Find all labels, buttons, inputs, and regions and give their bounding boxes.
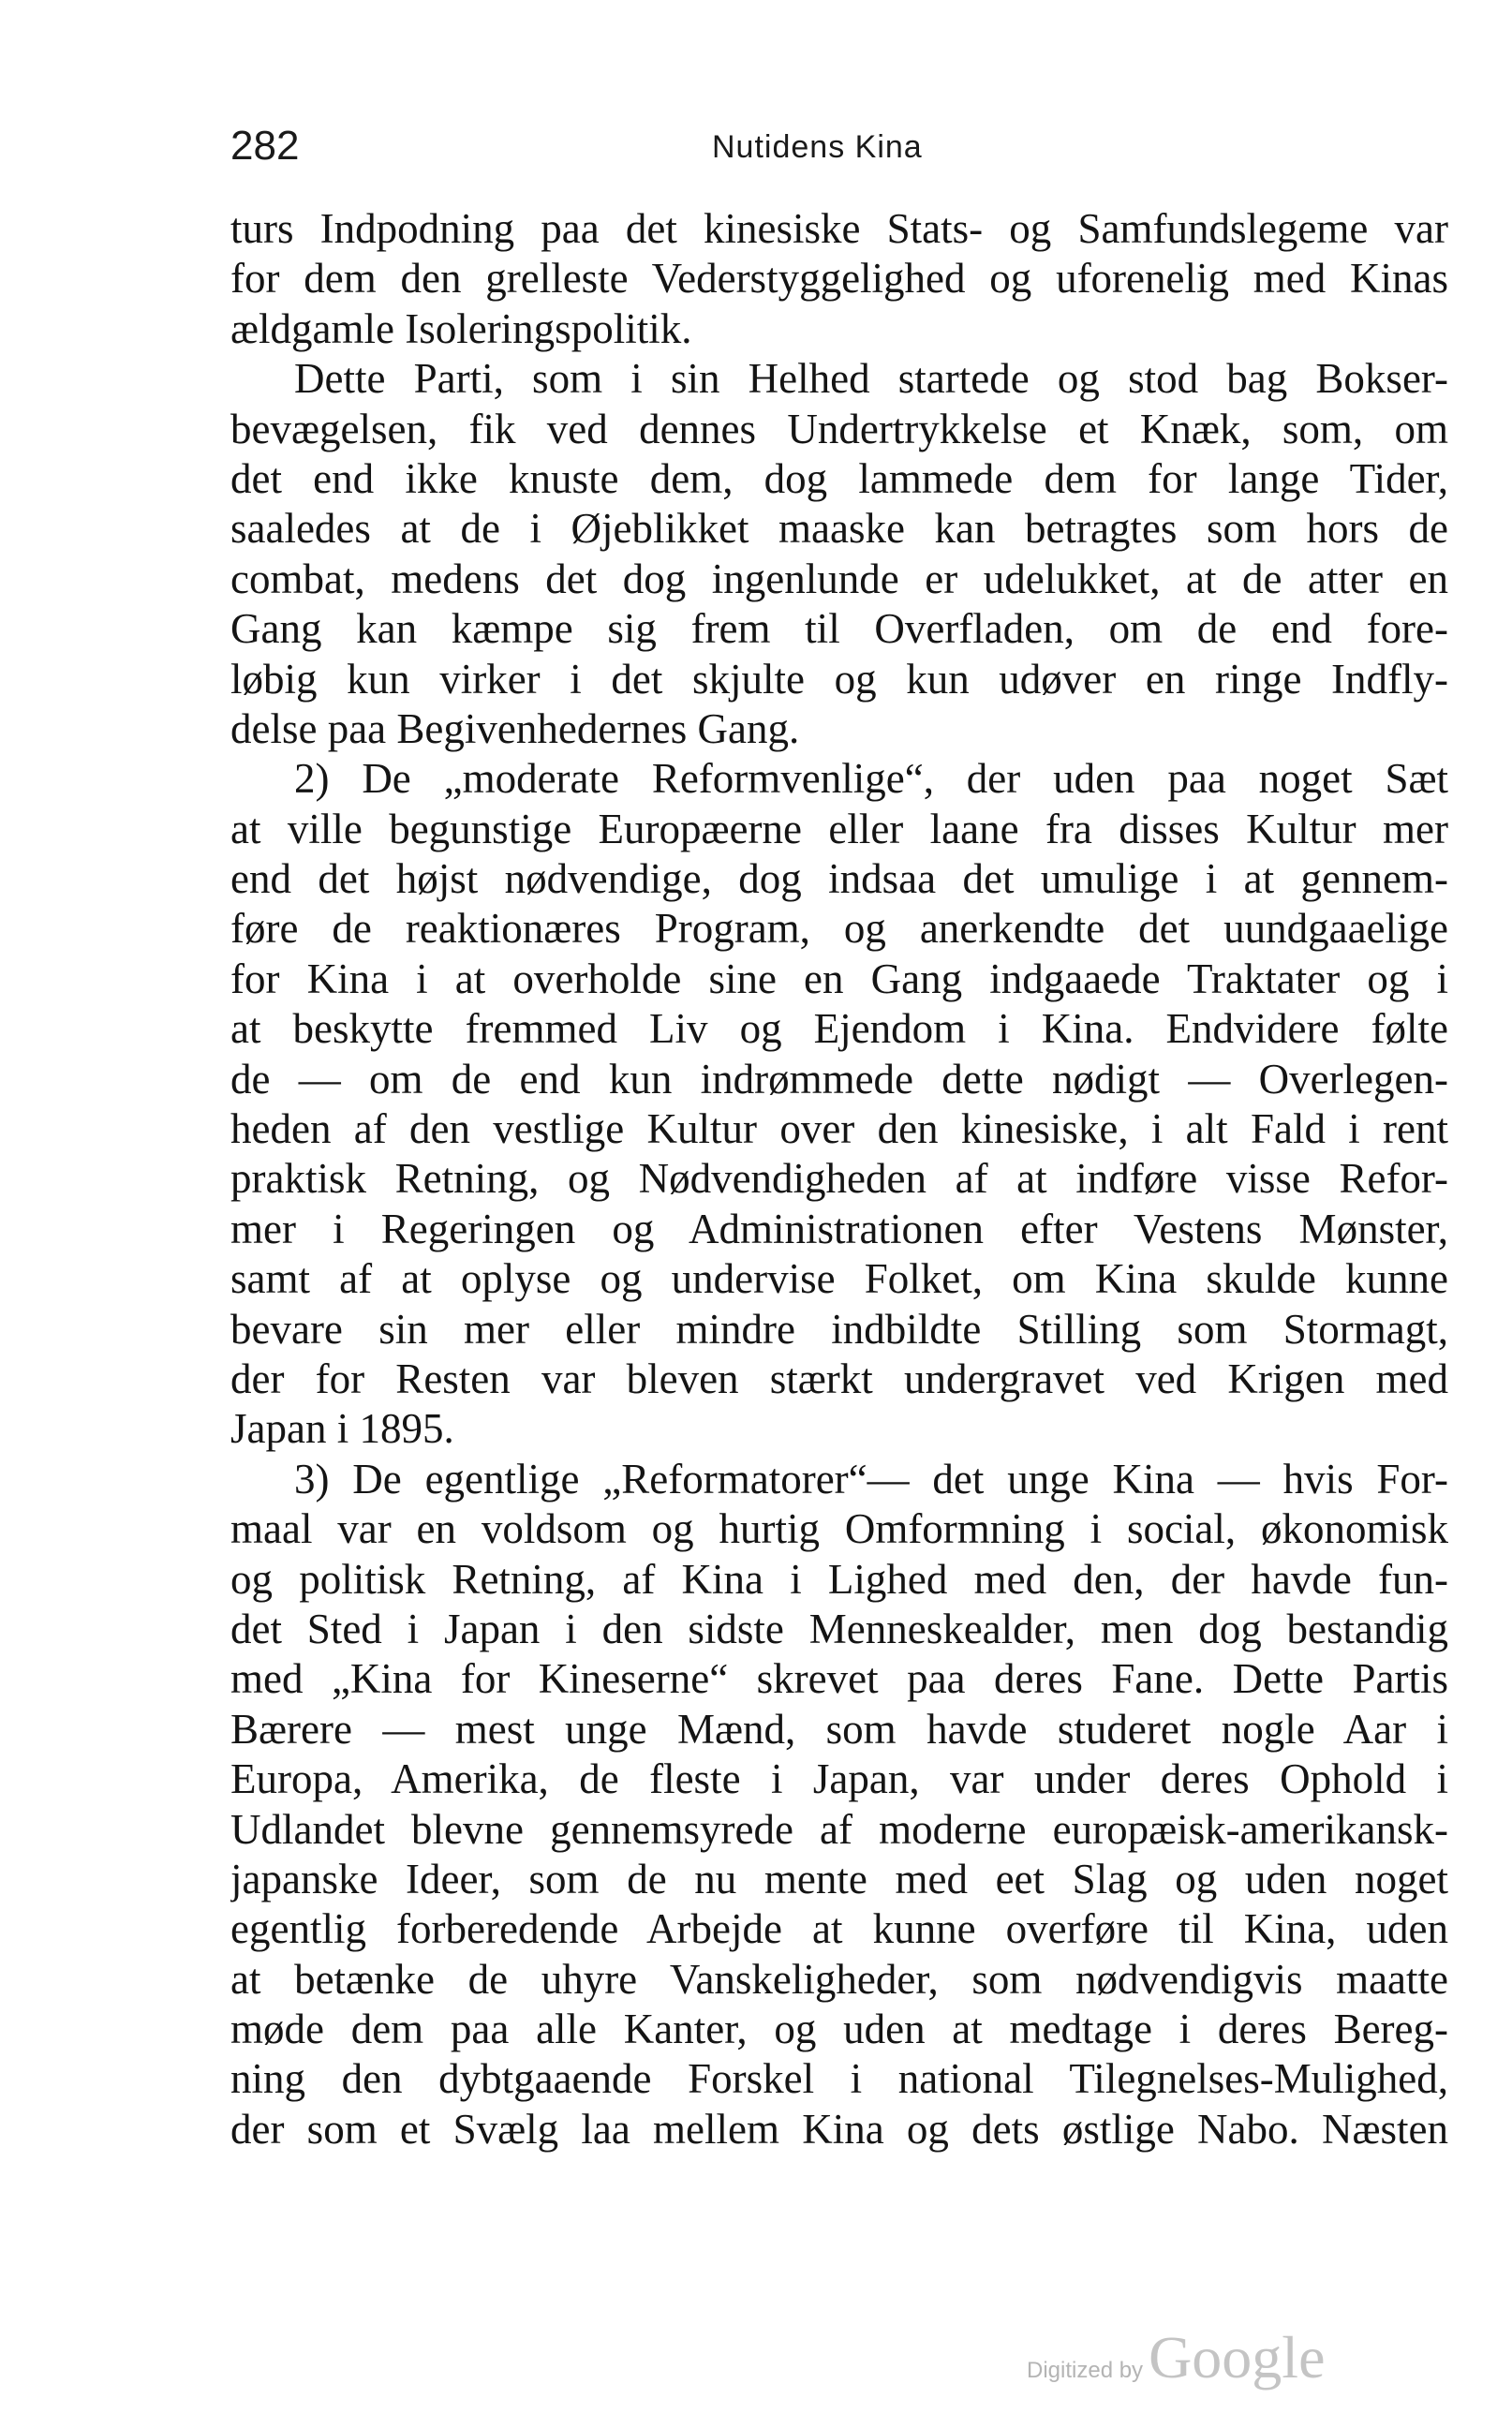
text-line: delse paa Begivenhedernes Gang. <box>230 704 800 752</box>
text-line: Europa, Amerika, de fleste i Japan, var under deres Ophold i <box>230 1755 1448 1803</box>
text-line: der for Resten var bleven stærkt undergravet ved Krigen med <box>230 1355 1448 1402</box>
text-line: maal var en voldsom og hurtig Omformning i social, økonomisk <box>230 1505 1448 1553</box>
text-line: for Kina i at overholde sine en Gang indgaaede Traktater og i <box>230 955 1448 1002</box>
watermark-prefix: Digitized by <box>1027 2358 1144 2383</box>
text-line: løbig kun virker i det skjulte og kun udøver en ringe Indfly- <box>230 655 1448 703</box>
text-line: møde dem paa alle Kanter, og uden at medtage i deres Bereg- <box>230 2006 1448 2053</box>
text-line: turs Indpodning paa det kinesiske Stats- og Samfundslegeme var <box>230 205 1448 252</box>
text-line: mer i Regeringen og Administrationen efter Vestens Mønster, <box>230 1205 1448 1252</box>
text-line: saaledes at de i Øjeblikket maaske kan betragtes som hors de <box>230 505 1448 553</box>
text-line: Bærere — mest unge Mænd, som havde studeret nogle Aar i <box>230 1705 1448 1753</box>
text-line: det end ikke knuste dem, dog lammede dem for lange Tider, <box>230 454 1448 502</box>
text-line: Gang kan kæmpe sig frem til Overfladen, om de end fore- <box>230 605 1448 653</box>
text-line: 2) De „moderate Reformvenlige“, der uden paa noget Sæt <box>294 755 1448 803</box>
text-line: at ville begunstige Europæerne eller laane fra disses Kultur mer <box>230 805 1448 852</box>
text-line: at betænke de uhyre Vanskeligheder, som nødvendigvis maatte <box>230 1955 1448 2003</box>
text-line: heden af den vestlige Kultur over den kinesiske, i alt Fald i rent <box>230 1105 1448 1153</box>
text-line: bevare sin mer eller mindre indbildte Stilling som Stormagt, <box>230 1305 1448 1353</box>
text-line: ældgamle Isoleringspolitik. <box>230 304 692 352</box>
text-line: end det højst nødvendige, dog indsaa det umulige i at gennem- <box>230 855 1448 903</box>
text-line: for dem den grelleste Vederstyggelighed og uforenelig med Kinas <box>230 255 1448 303</box>
text-line: egentlig forberedende Arbejde at kunne overføre til Kina, uden <box>230 1905 1448 1953</box>
google-logo: Google <box>1149 2324 1326 2391</box>
text-line: bevægelsen, fik ved dennes Undertrykkelse et Knæk, som, om <box>230 405 1448 452</box>
text-line: det Sted i Japan i den sidste Menneskealder, men dog bestandig <box>230 1605 1448 1652</box>
page-number: 282 <box>230 123 300 169</box>
text-line: samt af at oplyse og undervise Folket, om Kina skulde kunne <box>230 1255 1448 1303</box>
body-text <box>230 204 1448 2154</box>
text-line: at beskytte fremmed Liv og Ejendom i Kina. Endvidere følte <box>230 1005 1448 1053</box>
running-title: Nutidens Kina <box>712 129 923 165</box>
page-header <box>230 118 1448 174</box>
text-line: praktisk Retning, og Nødvendigheden af at indføre visse Refor- <box>230 1155 1448 1203</box>
digitized-watermark <box>1027 2323 1325 2398</box>
text-line: med „Kina for Kineserne“ skrevet paa deres Fane. Dette Partis <box>230 1655 1448 1703</box>
text-line: og politisk Retning, af Kina i Lighed med den, der havde fun- <box>230 1555 1448 1603</box>
text-line: 3) De egentlige „Reformatorer“— det unge Kina — hvis For- <box>294 1455 1448 1503</box>
text-line: combat, medens det dog ingenlunde er udelukket, at de atter en <box>230 555 1448 602</box>
text-line: Udlandet blevne gennemsyrede af moderne europæisk-amerikansk- <box>230 1805 1448 1853</box>
text-line: føre de reaktionæres Program, og anerkendte det uundgaaelige <box>230 905 1448 953</box>
text-line: ning den dybtgaaende Forskel i national Tilegnelses-Mulighed, <box>230 2055 1448 2103</box>
text-line: japanske Ideer, som de nu mente med eet Slag og uden noget <box>230 1855 1448 1902</box>
text-line: Dette Parti, som i sin Helhed startede og stod bag Bokser- <box>294 355 1448 403</box>
text-line: de — om de end kun indrømmede dette nødigt — Overlegen- <box>230 1055 1448 1103</box>
text-line: Japan i 1895. <box>230 1405 454 1453</box>
text-line: der som et Svælg laa mellem Kina og dets østlige Nabo. Næsten <box>230 2105 1448 2153</box>
